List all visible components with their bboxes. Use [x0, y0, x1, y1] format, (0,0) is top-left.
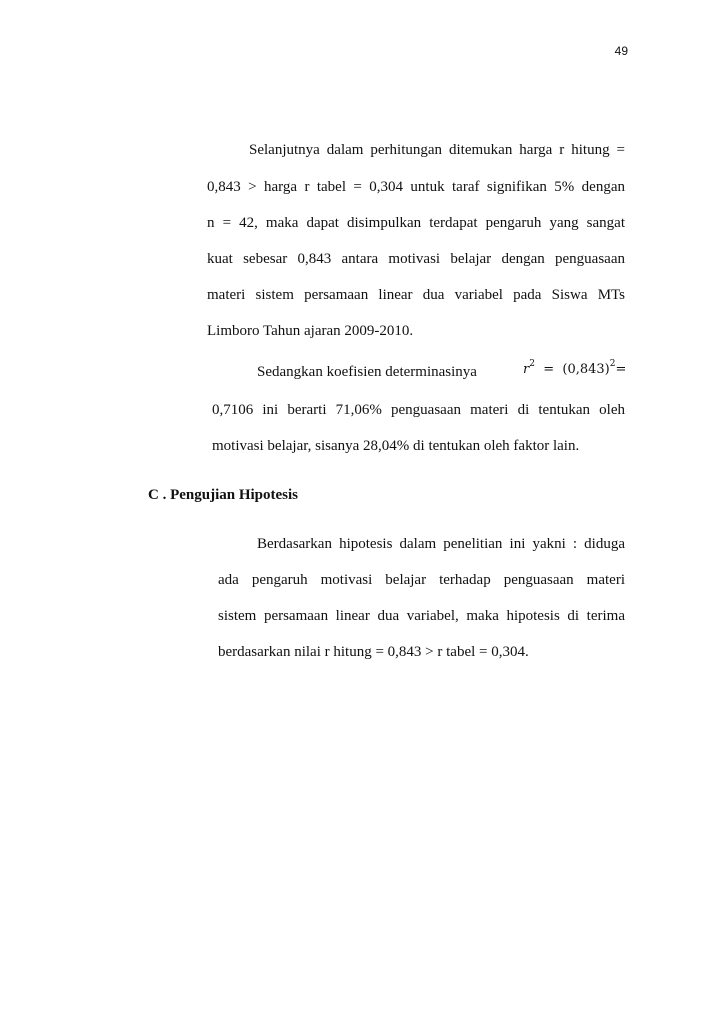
paragraph-line: Limboro Tahun ajaran 2009-2010. — [207, 323, 414, 339]
formula-tail: = — [615, 362, 627, 377]
formula-value-exponent: 2 — [609, 359, 616, 369]
paragraph-line: berdasarkan nilai r hitung = 0,843 > r tabel = 0,304. — [218, 644, 529, 660]
paragraph-line: sistem persamaan linear dua variabel, maka hipotesis di terima — [218, 608, 625, 624]
paragraph-line: 0,843 > harga r tabel = 0,304 untuk taraf signifikan 5% dengan — [207, 179, 625, 195]
page-number: 49 — [614, 44, 628, 58]
determination-formula — [523, 360, 626, 380]
paragraph-line: ada pengaruh motivasi belajar terhadap penguasaan materi — [218, 572, 625, 588]
formula-value: (0,843) — [562, 362, 610, 377]
paragraph-line — [257, 362, 477, 382]
section-heading: C . Pengujian Hipotesis — [148, 487, 299, 503]
paragraph-line: materi sistem persamaan linear dua variabel pada Siswa MTs — [207, 287, 625, 303]
paragraph-line: 0,7106 ini berarti 71,06% penguasaan materi di tentukan oleh — [212, 402, 625, 418]
paragraph-line: kuat sebesar 0,843 antara motivasi belajar dengan penguasaan — [207, 251, 625, 267]
paragraph-line: Berdasarkan hipotesis dalam penelitian ini yakni : diduga — [257, 536, 625, 552]
paragraph-line: motivasi belajar, sisanya 28,04% di tentukan oleh faktor lain. — [212, 438, 580, 454]
paragraph-line: Selanjutnya dalam perhitungan ditemukan harga r hitung = — [249, 142, 625, 158]
paragraph-line: n = 42, maka dapat disimpulkan terdapat pengaruh yang sangat — [207, 215, 625, 231]
formula-exponent: 2 — [529, 359, 535, 369]
formula-variable: r — [523, 362, 530, 377]
formula-equals: = — [543, 362, 555, 377]
determination-intro: Sedangkan koefisien determinasinya — [257, 364, 477, 380]
